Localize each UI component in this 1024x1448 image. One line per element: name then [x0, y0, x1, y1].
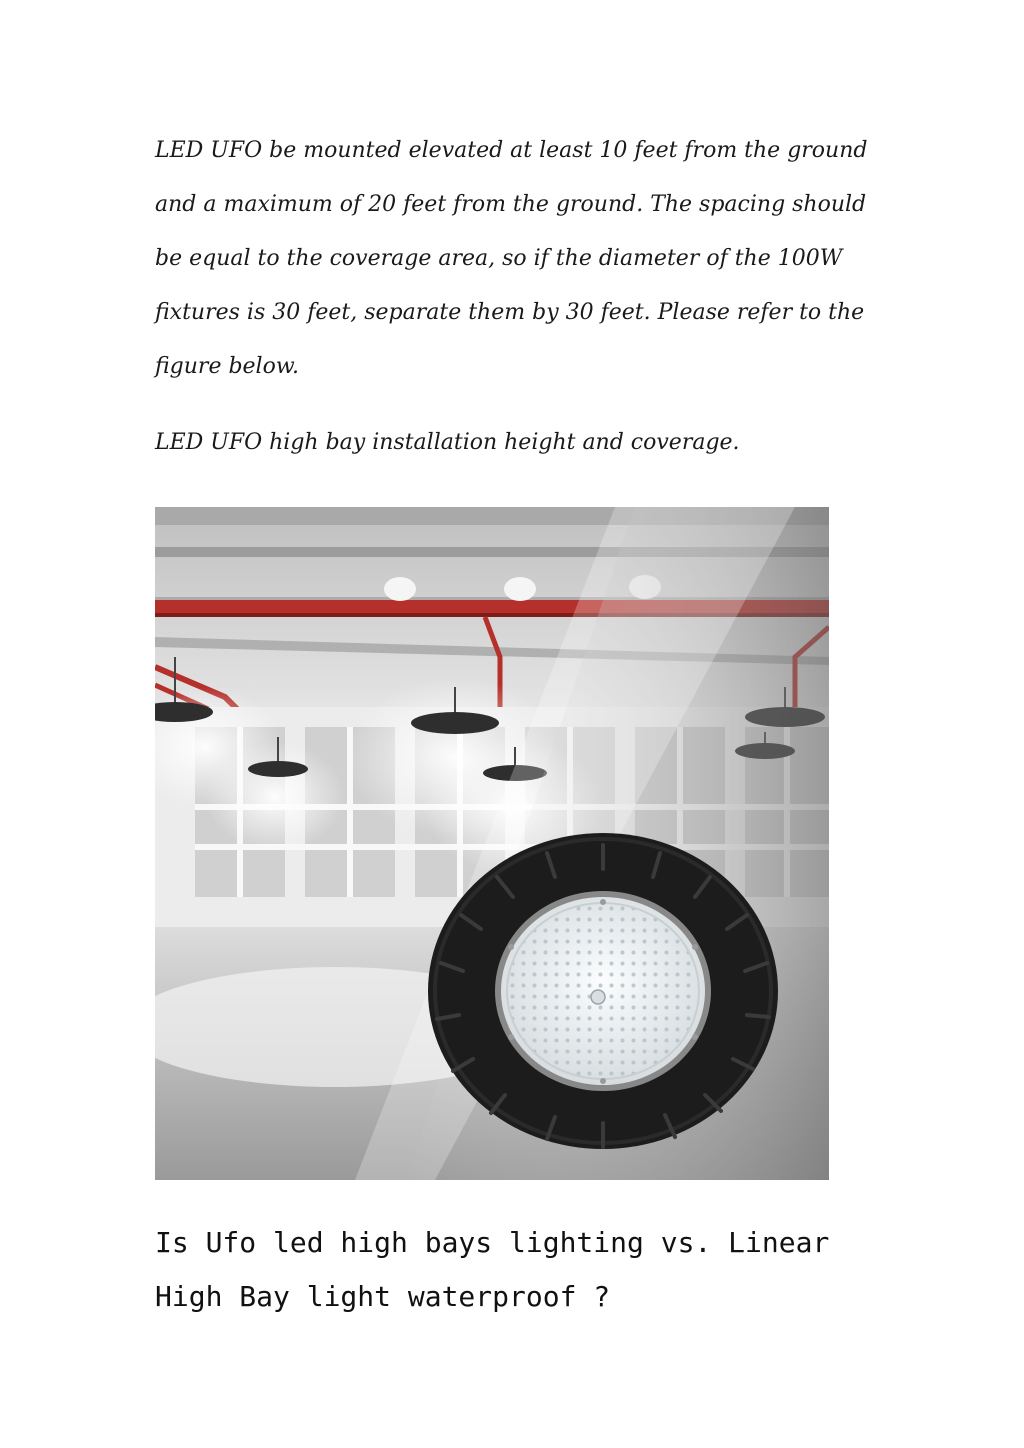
figure-intro-paragraph: LED UFO high bay installation height and coverage.: [155, 430, 740, 455]
section-heading: Is Ufo led high bays lighting vs. Linear High Bay light waterproof ?: [155, 1226, 830, 1313]
warehouse-illustration: [155, 507, 829, 1180]
body-paragraph: LED UFO be mounted elevated at least 10 feet from the ground and a maximum of 20 feet from the ground. The spacing should be equal to the coverage area, so if the diameter of the 100W fixtures is 30 feet, separate them by 30 feet. Please refer to the figure below.: [155, 138, 868, 379]
ufo-fixture: [428, 833, 778, 1149]
ufo-high-bay-photo: [155, 507, 829, 1180]
